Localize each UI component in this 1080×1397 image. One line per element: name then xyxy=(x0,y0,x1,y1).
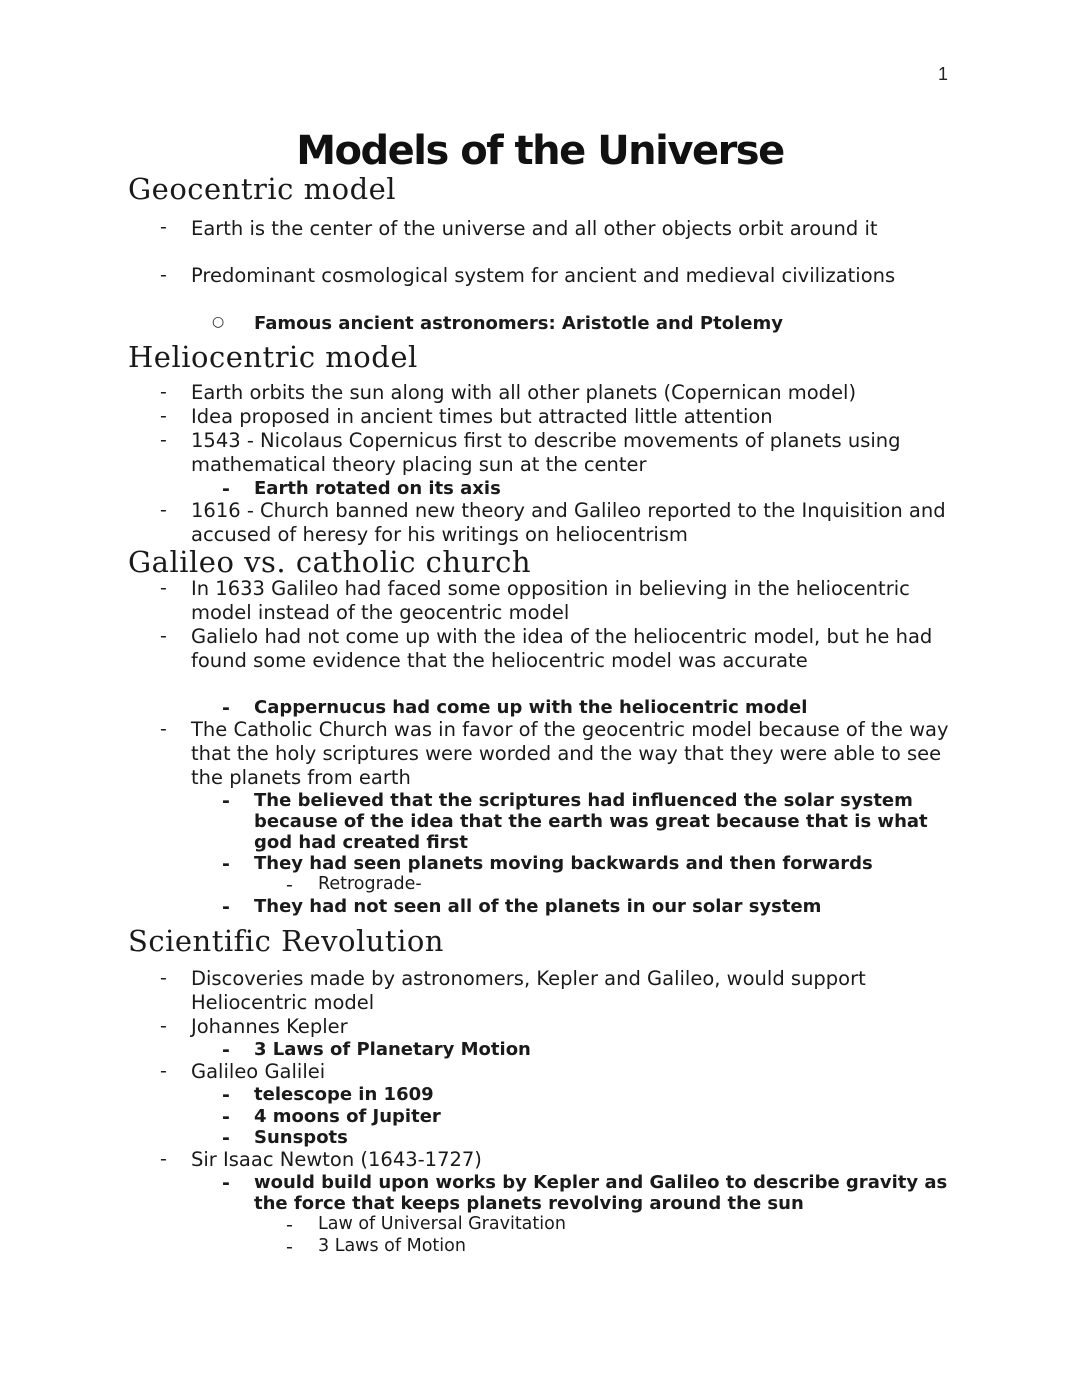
list-item: Law of Universal Gravitation xyxy=(318,1214,566,1234)
page-number: 1 xyxy=(938,64,949,84)
list-item: Earth is the center of the universe and all other objects orbit around it xyxy=(191,217,878,240)
bullet-dash: - xyxy=(160,381,167,403)
list-item: They had seen planets moving backwards and then forwards xyxy=(254,853,873,874)
bullet-dash: - xyxy=(222,1084,230,1106)
list-item: 3 Laws of Motion xyxy=(318,1236,466,1256)
section-heading-scientific: Scientific Revolution xyxy=(128,924,444,958)
list-item: Famous ancient astronomers: Aristotle and Ptolemy xyxy=(254,313,783,334)
list-item: Predominant cosmological system for ancient and medieval civilizations xyxy=(191,264,896,287)
bullet-dash: - xyxy=(160,577,167,599)
bullet-dash: - xyxy=(286,874,293,896)
bullet-dash: - xyxy=(222,478,230,500)
list-item: In 1633 Galileo had faced some opposition in believing in the heliocentric model instead of the geocentric model xyxy=(191,577,910,624)
section-heading-galileo: Galileo vs. catholic church xyxy=(128,545,532,579)
list-item: Johannes Kepler xyxy=(191,1015,348,1038)
list-item: 1543 - Nicolaus Copernicus first to describe movements of planets using mathematical theory placing sun at the center xyxy=(191,429,901,476)
bullet-dash: - xyxy=(222,1127,230,1149)
bullet-dash: - xyxy=(160,1148,167,1170)
list-item: Retrograde- xyxy=(318,874,422,894)
list-item: telescope in 1609 xyxy=(254,1084,434,1105)
bullet-dash: - xyxy=(160,216,167,238)
bullet-dash: - xyxy=(222,697,230,719)
list-item: Discoveries made by astronomers, Kepler and Galileo, would support Heliocentric model xyxy=(191,967,866,1014)
list-item: They had not seen all of the planets in our solar system xyxy=(254,896,822,917)
bullet-dash: - xyxy=(222,896,230,918)
list-item: 1616 - Church banned new theory and Galileo reported to the Inquisition and accused of heresy for his writings on heliocentrism xyxy=(191,499,946,546)
bullet-dash: - xyxy=(286,1236,293,1258)
list-item: Earth rotated on its axis xyxy=(254,478,501,499)
list-item: The believed that the scriptures had influenced the solar system because of the idea that the earth was great because that is what god had created first xyxy=(254,790,928,853)
list-item: Galielo had not come up with the idea of the heliocentric model, but he had found some evidence that the heliocentric model was accurate xyxy=(191,625,933,672)
bullet-dash: - xyxy=(160,625,167,647)
bullet-dash: - xyxy=(222,1106,230,1128)
bullet-dash: - xyxy=(222,1039,230,1061)
section-heading-geocentric: Geocentric model xyxy=(128,172,397,206)
bullet-dash: - xyxy=(222,853,230,875)
bullet-dash: - xyxy=(160,499,167,521)
bullet-dash: - xyxy=(160,1060,167,1082)
list-item: Cappernucus had come up with the heliocentric model xyxy=(254,697,808,718)
bullet-circle: ○ xyxy=(212,314,225,330)
bullet-dash: - xyxy=(222,790,230,812)
bullet-dash: - xyxy=(286,1214,293,1236)
bullet-dash: - xyxy=(160,405,167,427)
list-item: Idea proposed in ancient times but attracted little attention xyxy=(191,405,773,428)
bullet-dash: - xyxy=(160,967,167,989)
list-item: Galileo Galilei xyxy=(191,1060,326,1083)
page-title: Models of the Universe xyxy=(296,128,784,174)
list-item: Earth orbits the sun along with all other planets (Copernican model) xyxy=(191,381,857,404)
list-item: Sir Isaac Newton (1643-1727) xyxy=(191,1148,482,1171)
list-item: The Catholic Church was in favor of the geocentric model because of the way that the holy scriptures were worded and the way that they were able to see the planets from earth xyxy=(191,718,949,789)
list-item: Sunspots xyxy=(254,1127,348,1148)
list-item: 3 Laws of Planetary Motion xyxy=(254,1039,531,1060)
list-item: would build upon works by Kepler and Galileo to describe gravity as the force that keeps planets revolving around the sun xyxy=(254,1172,948,1214)
bullet-dash: - xyxy=(160,264,167,286)
bullet-dash: - xyxy=(222,1172,230,1194)
section-heading-heliocentric: Heliocentric model xyxy=(128,340,418,374)
bullet-dash: - xyxy=(160,718,167,740)
list-item: 4 moons of Jupiter xyxy=(254,1106,441,1127)
bullet-dash: - xyxy=(160,1015,167,1037)
bullet-dash: - xyxy=(160,429,167,451)
